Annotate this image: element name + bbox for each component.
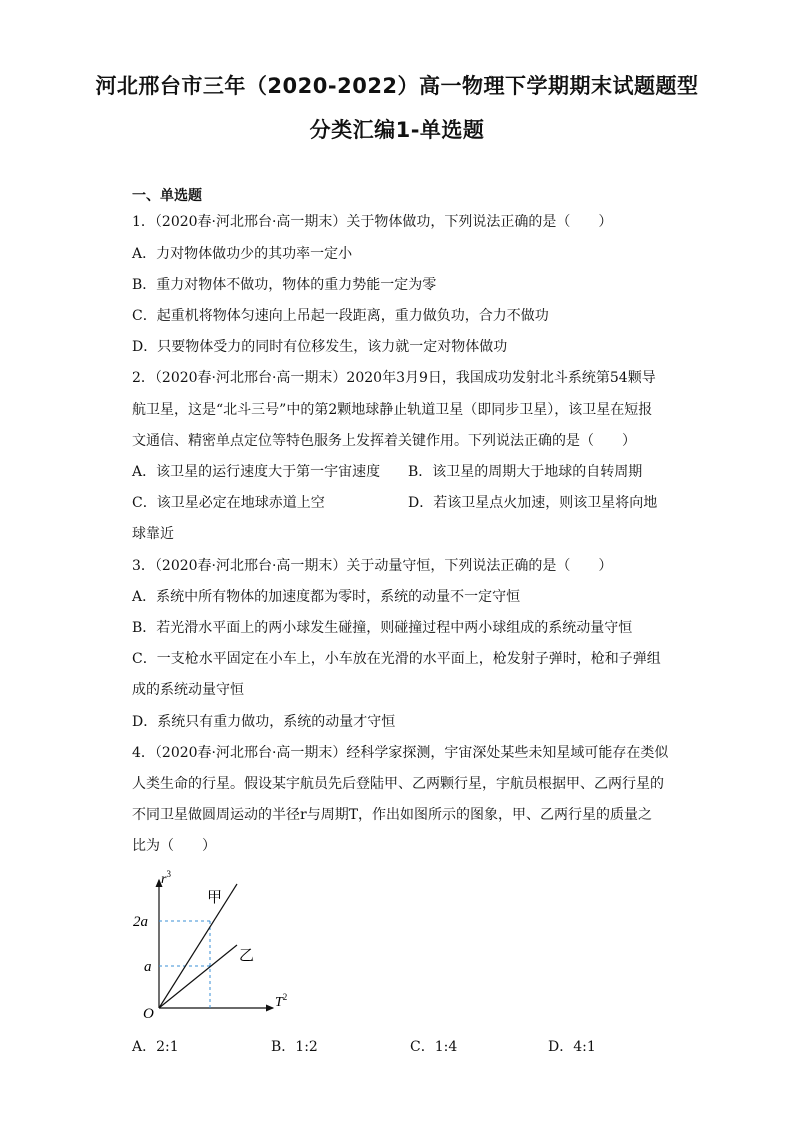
q4-stem-line-4: 比为（ ）: [132, 838, 216, 854]
q3-option-c-continued: 成的系统动量守恒: [132, 682, 244, 698]
r3-t2-graph: [125, 868, 305, 1020]
q3-option-c: C．一支枪水平固定在小车上，小车放在光滑的水平面上，枪发射子弹时，枪和子弹组: [132, 651, 661, 667]
line-jia: [159, 884, 237, 1008]
line-label-jia: 甲: [207, 890, 223, 906]
q1-option-c: C．起重机将物体匀速向上吊起一段距离，重力做负功，合力不做功: [132, 308, 549, 324]
q1-option-a: A．力对物体做功少的其功率一定小: [132, 246, 353, 262]
q3-option-a: A．系统中所有物体的加速度都为零时，系统的动量不一定守恒: [132, 589, 521, 605]
q2-option-d: D．若该卫星点火加速，则该卫星将向地: [408, 495, 658, 511]
q3-stem: 3．（2020春·河北邢台·高一期末）关于动量守恒，下列说法正确的是（ ）: [132, 558, 613, 574]
q1-option-b: B．重力对物体不做功，物体的重力势能一定为零: [132, 277, 437, 293]
q4-option-a: A．2:1: [132, 1039, 179, 1055]
q2-option-b: B．该卫星的周期大于地球的自转周期: [408, 464, 643, 480]
q2-option-c: C．该卫星必定在地球赤道上空: [132, 495, 325, 511]
q4-option-b: B．1:2: [271, 1039, 318, 1055]
tick-label-a: a: [144, 959, 152, 975]
q4-stem-line-1: 4．（2020春·河北邢台·高一期末）经科学家探测，宇宙深处某些未知星域可能存在类似: [132, 745, 669, 761]
q4-stem-line-2: 人类生命的行星。假设某宇航员先后登陆甲、乙两颗行星，宇航员根据甲、乙两行星的: [132, 776, 664, 792]
document-title-line-2: 分类汇编1-单选题: [309, 118, 485, 142]
q3-option-b: B．若光滑水平面上的两小球发生碰撞，则碰撞过程中两小球组成的系统动量守恒: [132, 620, 633, 636]
section-heading: 一、单选题: [132, 188, 202, 204]
q2-option-d-continued: 球靠近: [132, 526, 174, 542]
document-title-line-1: 河北邢台市三年（2020-2022）高一物理下学期期末试题题型: [95, 74, 699, 98]
y-axis-label: $r^3$: [161, 869, 171, 887]
line-label-yi: 乙: [239, 948, 255, 964]
q2-stem-line-1: 2．（2020春·河北邢台·高一期末）2020年3月9日，我国成功发射北斗系统第54颗导: [132, 370, 656, 386]
q3-option-d: D．系统只有重力做功，系统的动量才守恒: [132, 714, 396, 730]
q2-stem-line-3: 文通信、精密单点定位等特色服务上发挥着关键作用。下列说法正确的是（ ）: [132, 433, 636, 449]
q1-stem: 1．（2020春·河北邢台·高一期末）关于物体做功，下列说法正确的是（ ）: [132, 214, 613, 230]
q4-option-c: C．1:4: [410, 1039, 458, 1055]
line-yi: [159, 945, 237, 1008]
q1-option-d: D．只要物体受力的同时有位移发生，该力就一定对物体做功: [132, 339, 508, 355]
q2-option-a: A．该卫星的运行速度大于第一宇宙速度: [132, 464, 381, 480]
q2-stem-line-2: 航卫星，这是“北斗三号”中的第2颗地球静止轨道卫星（即同步卫星），该卫星在短报: [132, 402, 653, 418]
origin-label: O: [143, 1006, 154, 1020]
q4-stem-line-3: 不同卫星做圆周运动的半径r与周期T，作出如图所示的图象，甲、乙两行星的质量之: [132, 807, 653, 823]
x-axis-label: $T^2$: [275, 992, 288, 1010]
tick-label-2a: 2a: [133, 914, 148, 930]
q4-option-d: D．4:1: [548, 1039, 596, 1055]
